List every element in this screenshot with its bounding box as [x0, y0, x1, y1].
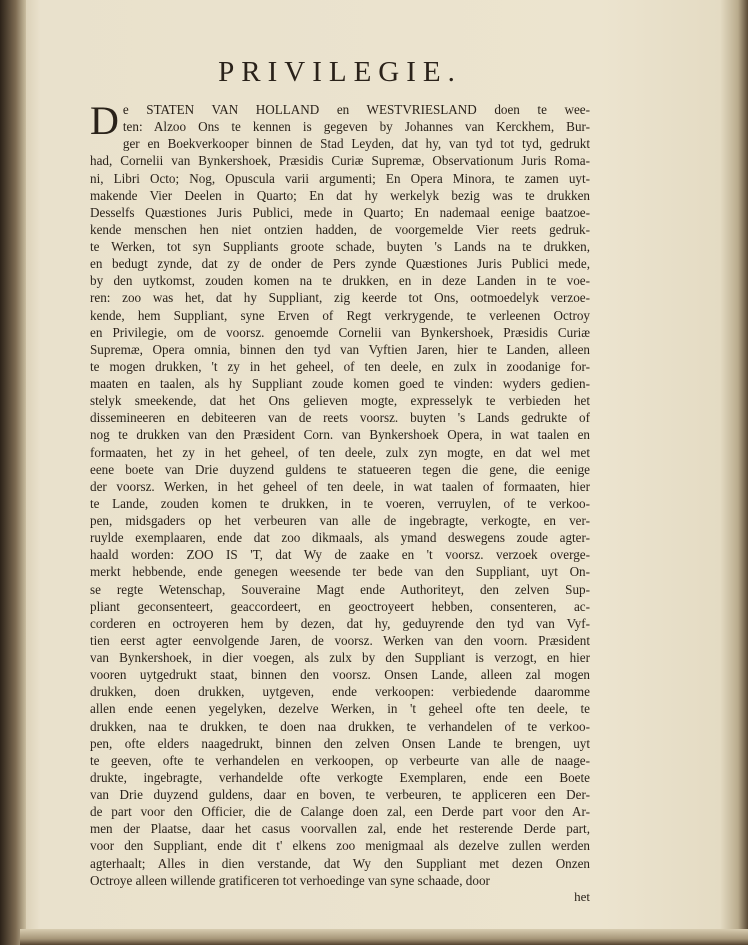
- text-line: vooren uytgedrukt staat, binnen den voorsz. Onsen Lande, alleen zal mogen: [90, 667, 590, 683]
- text-line: drukken, naa te drukken, te doen naa drukken, te verhandelen of te verkoo-: [90, 718, 590, 734]
- text-line: had, Cornelii van Bynkershoek, Præsidis Curiæ Supremæ, Observationum Juris Roma-: [90, 153, 590, 169]
- text-line: agterhaalt; Alles in dien verstande, dat Wy den Suppliant met dezen Onzen: [90, 855, 590, 871]
- text-line: allen ende eenen yegelyken, dezelve Werken, in 't geheel ofte ten deele, te: [90, 701, 590, 717]
- text-line: stelyk smeekende, dat het Ons gelieven mogte, expresselyk te verbieden het: [90, 393, 590, 409]
- privilege-text: [90, 98, 590, 889]
- text-line: kende, hem Suppliant, syne Erven of Regt verkrygende, te verleenen Octroy: [90, 307, 590, 323]
- text-line: by den uytkomst, zouden komen na te drukken, en in deze Landen in te voe-: [90, 273, 590, 289]
- text-line: der voorsz. Werken, in het geheel of ten deele, in wat taalen of formaaten, hier: [90, 478, 590, 494]
- text-line: ruylde exemplaaren, ende dat zoo dikmaals, als ymand deswegens zoude agter-: [90, 530, 590, 546]
- left-page-edge: [0, 0, 26, 945]
- text-line: corderen en octroyeren hem by dezen, dat hy, geduyrende den tyd van Vyf-: [90, 615, 590, 631]
- page-content: [90, 56, 590, 905]
- text-line: maaten en taalen, als hy Suppliant zoude komen goed te vinden: wyders gedien-: [90, 376, 590, 391]
- text-line: merkt hebbende, ende genegen weesende ter bede van den Suppliant, uyt On-: [90, 564, 590, 580]
- text-line: Supremæ, Opera omnia, binnen den tyd van Vyftien Jaren, hier te Landen, alleen: [90, 341, 590, 357]
- text-line: se regte Wetenschap, Souveraine Magt ende Authoriteyt, den zelven Sup-: [90, 581, 590, 597]
- text-line: ger en Boekverkooper binnen de Stad Leyden, dat hy, van tyd tot tyd, gedrukt: [122, 136, 590, 152]
- text-line: pliant geconsenteert, geaccordeert, en geoctroyeert hebben, consenteren, ac-: [90, 598, 590, 614]
- text-line: makende Vier Deelen in Quarto; En dat hy werkelyk bezig was te drukken: [90, 187, 590, 203]
- text-line: formaaten, het zy in het geheel, of ten deele, zulx zyn mogte, en dat wel met: [90, 444, 590, 460]
- bottom-page-edge: [20, 929, 748, 945]
- text-line: kende menschen hen niet ontzien hadden, de voorgemelde Vier reets gedruk-: [90, 221, 590, 237]
- text-line: men der Plaatse, daar het casus voorvallen zal, ende het resterende Derde part,: [90, 821, 590, 837]
- text-line: en bedugt zynde, dat zy de onder de Pers zynde Quæstiones Juris Publici mede,: [90, 256, 590, 272]
- text-line: te mogen drukken, 't zy in het geheel, of ten deele, en zulx in zoodanige for-: [90, 358, 590, 374]
- text-line: te Werken, tot syn Suppliants groote schade, buyten 's Lands na te drukken,: [90, 239, 590, 254]
- text-line: Desselfs Quæstiones Juris Publici, mede in Quarto; En nademaal eenige baatzoe-: [90, 204, 590, 220]
- text-line: van Bynkershoek, in dier voegen, als zulx by den Suppliant is verzogt, en hier: [90, 650, 590, 665]
- text-line: dissemineeren en debiteeren van de reets voorsz. buyten 's Lands gedrukte of: [90, 410, 590, 426]
- text-line: Octroye alleen willende gratificeren tot verhoedinge van syne schaade, door: [90, 872, 490, 888]
- text-line: ni, Libri Octo; Nog, Opuscula varii argumenti; En Opera Minora, te zamen uyt-: [90, 170, 590, 186]
- text-line: pen, midsgaders op het verbeuren van alle de ingebragte, verkogte, en ver-: [90, 513, 590, 528]
- text-line: te Lande, zouden komen te drukken, in te voeren, verruylen, of te verkoo-: [90, 495, 590, 511]
- text-line: van Drie duyzend guldens, daar en boven, te verbeuren, te appliceren een Der-: [90, 787, 590, 802]
- text-line: nog te drukken van den Præsident Corn. van Bynkershoek Opera, in wat taalen en: [90, 427, 590, 443]
- text-line: drukken, doen drukken, uytgeven, ende verkoopen: verbiedende daaromme: [90, 684, 590, 700]
- text-line: en Privilegie, om de voorsz. genoemde Cornelii van Bynkershoek, Præsidis Curiæ: [90, 324, 590, 340]
- text-line: e STATEN VAN HOLLAND en WESTVRIESLAND doen te wee-: [122, 102, 590, 117]
- text-line: ren: zoo was het, dat hy Suppliant, zig keerde tot Ons, ootmoedelyk verzoe-: [90, 290, 590, 306]
- text-line: ten: Alzoo Ons te kennen is gegeven by Johannes van Kerckhem, Bur-: [122, 119, 590, 135]
- text-line: pen, ofte elders naagedrukt, binnen den zelven Onsen Lande te brengen, uyt: [90, 735, 590, 751]
- text-line: voor den Suppliant, ende dit t' elkens zoo menigmaal als dezelve zullen werden: [90, 838, 590, 854]
- page-title: PRIVILEGIE.: [218, 56, 462, 88]
- text-line: de part voor den Officier, die de Calange doen zal, een Derde part voor den Ar-: [90, 804, 590, 820]
- catchword: het: [574, 888, 590, 904]
- text-line: tien eerst agter eenvolgende Jaren, de voorsz. Werken van den voorn. Præsident: [90, 632, 590, 648]
- drop-cap: D: [90, 98, 119, 143]
- text-line: te geeven, ofte te verhandelen en verkoopen, op verbeurte van alle de naage-: [90, 752, 590, 768]
- text-line: drukte, ingebragte, verhandelde ofte verkogte Exemplaren, ende een Boete: [90, 769, 590, 785]
- text-line: haald worden: ZOO IS 'T, dat Wy de zaake en 't voorsz. verzoek overge-: [90, 547, 590, 563]
- text-line: eene boete van Drie duyzend guldens te statueeren tegen die gene, die eenige: [90, 461, 590, 477]
